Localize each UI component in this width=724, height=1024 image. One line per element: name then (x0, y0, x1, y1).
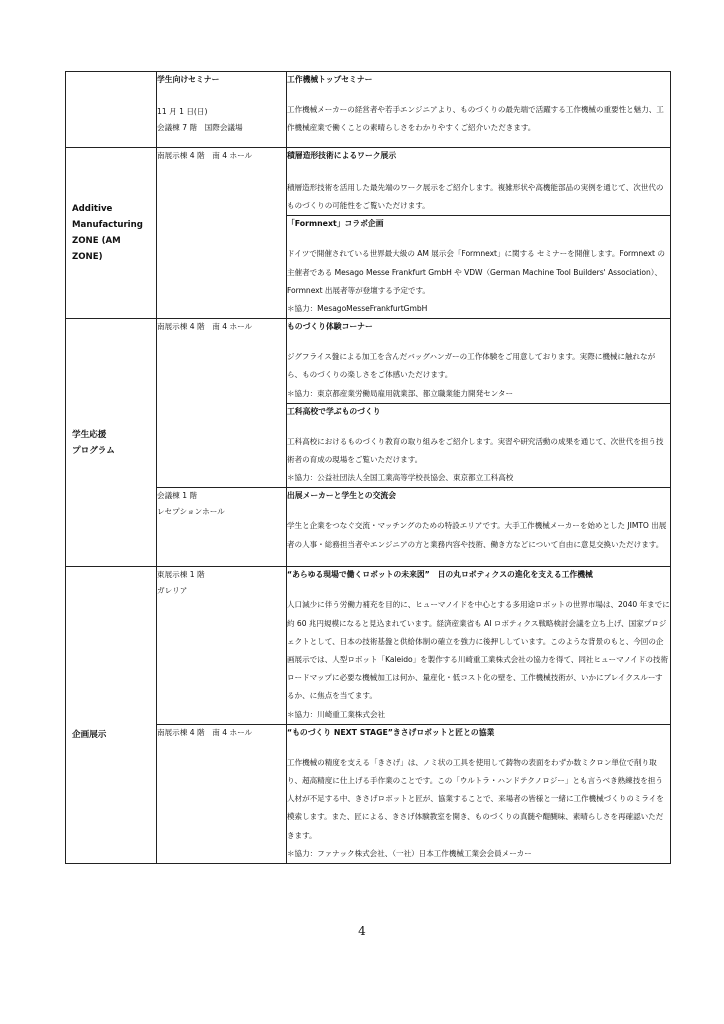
event-description (287, 348, 670, 403)
event-title: 「Formnext」コラボ企画 (287, 219, 384, 229)
event-title: 工科高校で学ぶものづくり (287, 406, 381, 416)
table-row-student-support-3 (66, 488, 671, 567)
seminar-audience-label: 学生向けセミナー (157, 75, 220, 84)
event-description: 学生と企業をつなぐ交流・マッチングのための特設エリアです。大手工作機械メーカーを始めとした JIMTO 出展者の人事・総務担当者やエンジニアの方と業務内容や技術、働き方などについて自由に意見交換いただけます。 (287, 521, 667, 549)
table-row-student-support-1 (66, 319, 671, 404)
event-cell (287, 148, 671, 216)
category-label-student-support-line1: 学生応援 (72, 429, 107, 440)
event-cell (287, 216, 671, 319)
event-cooperation-note: ＊協力：公益社団法人全国工業高等学校長協会、東京都立工科高校 (287, 473, 514, 483)
event-cooperation-note: ＊協力：川崎重工業株式会社 (287, 709, 386, 719)
event-title: “ものづくり NEXT STAGE”きさげロボットと匠との協業 (287, 727, 495, 737)
category-cell-empty (66, 72, 157, 148)
location-label-line2: レセプションホール (157, 507, 225, 517)
location-label: 南展示棟 4 階 南 4 ホール (157, 322, 253, 332)
location-cell (157, 488, 287, 567)
event-description-text: 工作機械の精度を支える「きさげ」は、ノミ状の工具を使用して鋳物の表面をわずか数ミクロン単位で削り取り、超高精度に仕上げる手作業のことです。この「ウルトラ・ハンドテクノロジー」とも言うべき熟練技を担う人材が不足する中、きさげロボットと匠が、協業することで、来場者の皆様と一緒に工作機械づくりのミライを模索します。また、匠による、きさげ体験教室を開き、ものづくりの真髄や醍醐味、素晴らしさを再確認いただきます。 (287, 757, 664, 840)
event-description-text: 人口減少に伴う労働力補充を目的に、ヒューマノイドを中心とする多用途ロボットの世界市場は、2040 年までに約 60 兆円規模になると見込まれています。経済産業省も AI ロボティクス戦略検討会議を立ち上げ、国家プロジェクトとして、日本の技術基盤と供給体制の確立を強力に後押ししています。このような背景のもと、今回の企画展示では、人型ロボット「Kaleido」を製作する川崎重工業株式会社の協力を得て、同社ヒューマノイドの技術ロードマップに必要な機械加工は何か、量産化・低コスト化の壁を、工作機械技術が、いかにブレイクスルーするか、に焦点を当てます。 (287, 600, 670, 701)
location-label-line1: 会議棟 1 階 (157, 491, 198, 501)
event-cell (287, 567, 671, 724)
seminar-date: 11 月 1 日(日) (157, 107, 208, 116)
program-table (65, 71, 671, 864)
location-label-line1: 東展示棟 1 階 (157, 570, 205, 580)
event-title: 積層造形技術によるワーク展示 (287, 151, 397, 160)
event-description-text: 工科高校におけるものづくり教育の取り組みをご紹介します。実習や研究活動の成果を通じて、次世代を担う技術者の育成の現場をご覧いただけます。 (287, 436, 664, 465)
category-label-special-exhibit: 企画展示 (72, 730, 107, 741)
location-cell (157, 148, 287, 319)
event-cooperation-note: ＊協力：MesagoMesseFrankfurtGmbH (287, 304, 428, 314)
event-description (287, 245, 670, 318)
location-cell (157, 567, 287, 724)
event-cell (287, 319, 671, 404)
event-cell (287, 724, 671, 863)
page-number: 4 (358, 924, 366, 938)
event-description: 積層造形技術を活用した最先端のワーク展示をご紹介します。複雑形状や高機能部品の実例を通じて、次世代のものづくりの可能性をご覧いただけます。 (287, 183, 664, 211)
location-cell (157, 724, 287, 863)
table-row-student-seminar (66, 72, 671, 148)
event-description (287, 754, 670, 863)
event-cell (287, 72, 671, 148)
table-row-am-zone-1 (66, 148, 671, 216)
category-cell-special-exhibit (66, 567, 157, 864)
location-label: 南展示棟 4 階 南 4 ホール (157, 727, 253, 737)
event-description (287, 596, 670, 723)
event-description: 工作機械メーカーの経営者や若手エンジニアより、ものづくりの最先端で活躍する工作機械の重要性と魅力、工作機械産業で働くことの素晴らしさをわかりやすくご紹介いただきます。 (287, 105, 664, 133)
event-title: “あらゆる現場で働くロボットの未来図” 日の丸ロボティクスの進化を支える工作機械 (287, 570, 593, 580)
table-row-special-exhibit-2 (66, 724, 671, 863)
category-label-am-zone: Additive Manufacturing ZONE (AM ZONE) (72, 204, 143, 263)
category-cell-am-zone (66, 148, 157, 319)
seminar-venue: 会議棟 7 階 国際会議場 (157, 123, 243, 132)
category-cell-student-support (66, 319, 157, 567)
event-title: 工作機械トップセミナー (287, 75, 373, 84)
event-description-text: ドイツで開催されている世界最大級の AM 展示会「Formnext」に関する セミナーを開催します。Formnext の主催者である Mesago Messe Frankfurt GmbH や VDW（German Machine Tool Builders' Association）、Formnext 出展者等が登壇する予定です。 (287, 249, 665, 295)
event-title: ものづくり体験コーナー (287, 322, 373, 332)
table-row-special-exhibit-1 (66, 567, 671, 724)
category-label-student-support-line2: プログラム (72, 445, 115, 456)
event-cell (287, 403, 671, 488)
event-cooperation-note: ＊協力：ファナック株式会社、（一社）日本工作機械工業会会員メーカー (287, 848, 532, 858)
location-cell (157, 72, 287, 148)
location-label-line2: ガレリア (157, 586, 188, 596)
location-cell (157, 319, 287, 488)
location-label: 南展示棟 4 階 南 4 ホール (157, 151, 253, 160)
event-cell (287, 488, 671, 567)
event-description (287, 433, 670, 488)
event-description-text: ジグフライス盤による加工を含んだバッグハンガーの工作体験をご用意しております。実際に機械に触れながら、ものづくりの楽しさをご体感いただけます。 (287, 352, 656, 380)
event-title: 出展メーカーと学生との交流会 (287, 491, 396, 501)
event-cooperation-note: ＊協力：東京都産業労働局雇用就業部、都立職業能力開発センター (287, 388, 514, 398)
